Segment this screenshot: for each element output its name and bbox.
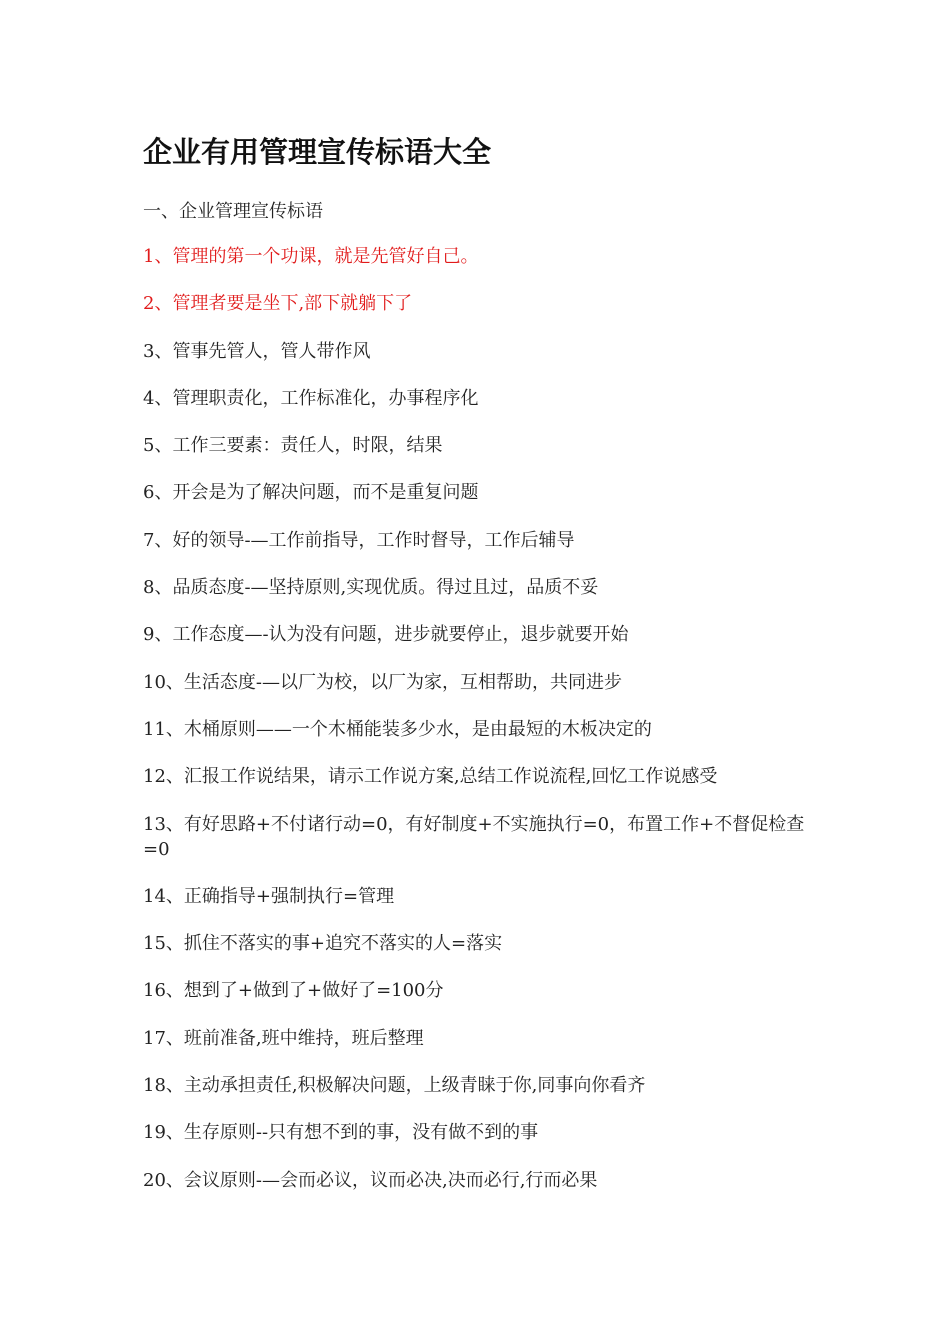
slogan-item: 6、开会是为了解决问题，而不是重复问题: [143, 482, 479, 504]
slogan-item: 13、有好思路+不付诸行动=0，有好制度+不实施执行=0，布置工作+不督促检查=0: [143, 813, 805, 860]
slogan-item: 1、管理的第一个功课，就是先管好自己。: [143, 246, 479, 267]
slogan-item: 7、好的领导-—工作前指导，工作时督导，工作后辅导: [143, 529, 575, 551]
slogan-item: 10、生活态度-—以厂为校，以厂为家，互相帮助，共同进步: [143, 671, 622, 693]
slogan-item: 18、主动承担责任,积极解决问题，上级青睐于你,同事向你看齐: [143, 1075, 646, 1097]
slogan-item: 17、班前准备,班中维持，班后整理: [143, 1027, 424, 1049]
document-title: 企业有用管理宣传标语大全: [143, 135, 492, 169]
slogan-item: 16、想到了+做到了+做好了=100分: [143, 980, 444, 1002]
slogan-item: 12、汇报工作说结果，请示工作说方案,总结工作说流程,回忆工作说感受: [143, 766, 718, 788]
slogan-item: 3、管事先管人，管人带作风: [143, 340, 371, 362]
slogan-item: 15、抓住不落实的事+追究不落实的人=落实: [143, 933, 503, 955]
slogan-item: 11、木桶原则——一个木桶能装多少水，是由最短的木板决定的: [143, 718, 652, 740]
slogan-item: 9、工作态度—-认为没有问题，进步就要停止，退步就要开始: [143, 624, 629, 646]
slogan-item: 14、正确指导+强制执行=管理: [143, 885, 395, 907]
slogan-item: 20、会议原则-—会而必议，议而必决,决而必行,行而必果: [143, 1169, 598, 1191]
slogan-item: 4、管理职责化，工作标准化，办事程序化: [143, 387, 479, 409]
slogan-list: [143, 244, 813, 1215]
slogan-item: 5、工作三要素：责任人，时限，结果: [143, 435, 443, 457]
section-heading: 一、企业管理宣传标语: [143, 201, 323, 222]
slogan-item: 8、品质态度-—坚持原则,实现优质。得过且过，品质不妥: [143, 577, 599, 599]
slogan-item: 19、生存原则--只有想不到的事，没有做不到的事: [143, 1122, 539, 1144]
slogan-item: 2、管理者要是坐下,部下就躺下了: [143, 293, 413, 315]
